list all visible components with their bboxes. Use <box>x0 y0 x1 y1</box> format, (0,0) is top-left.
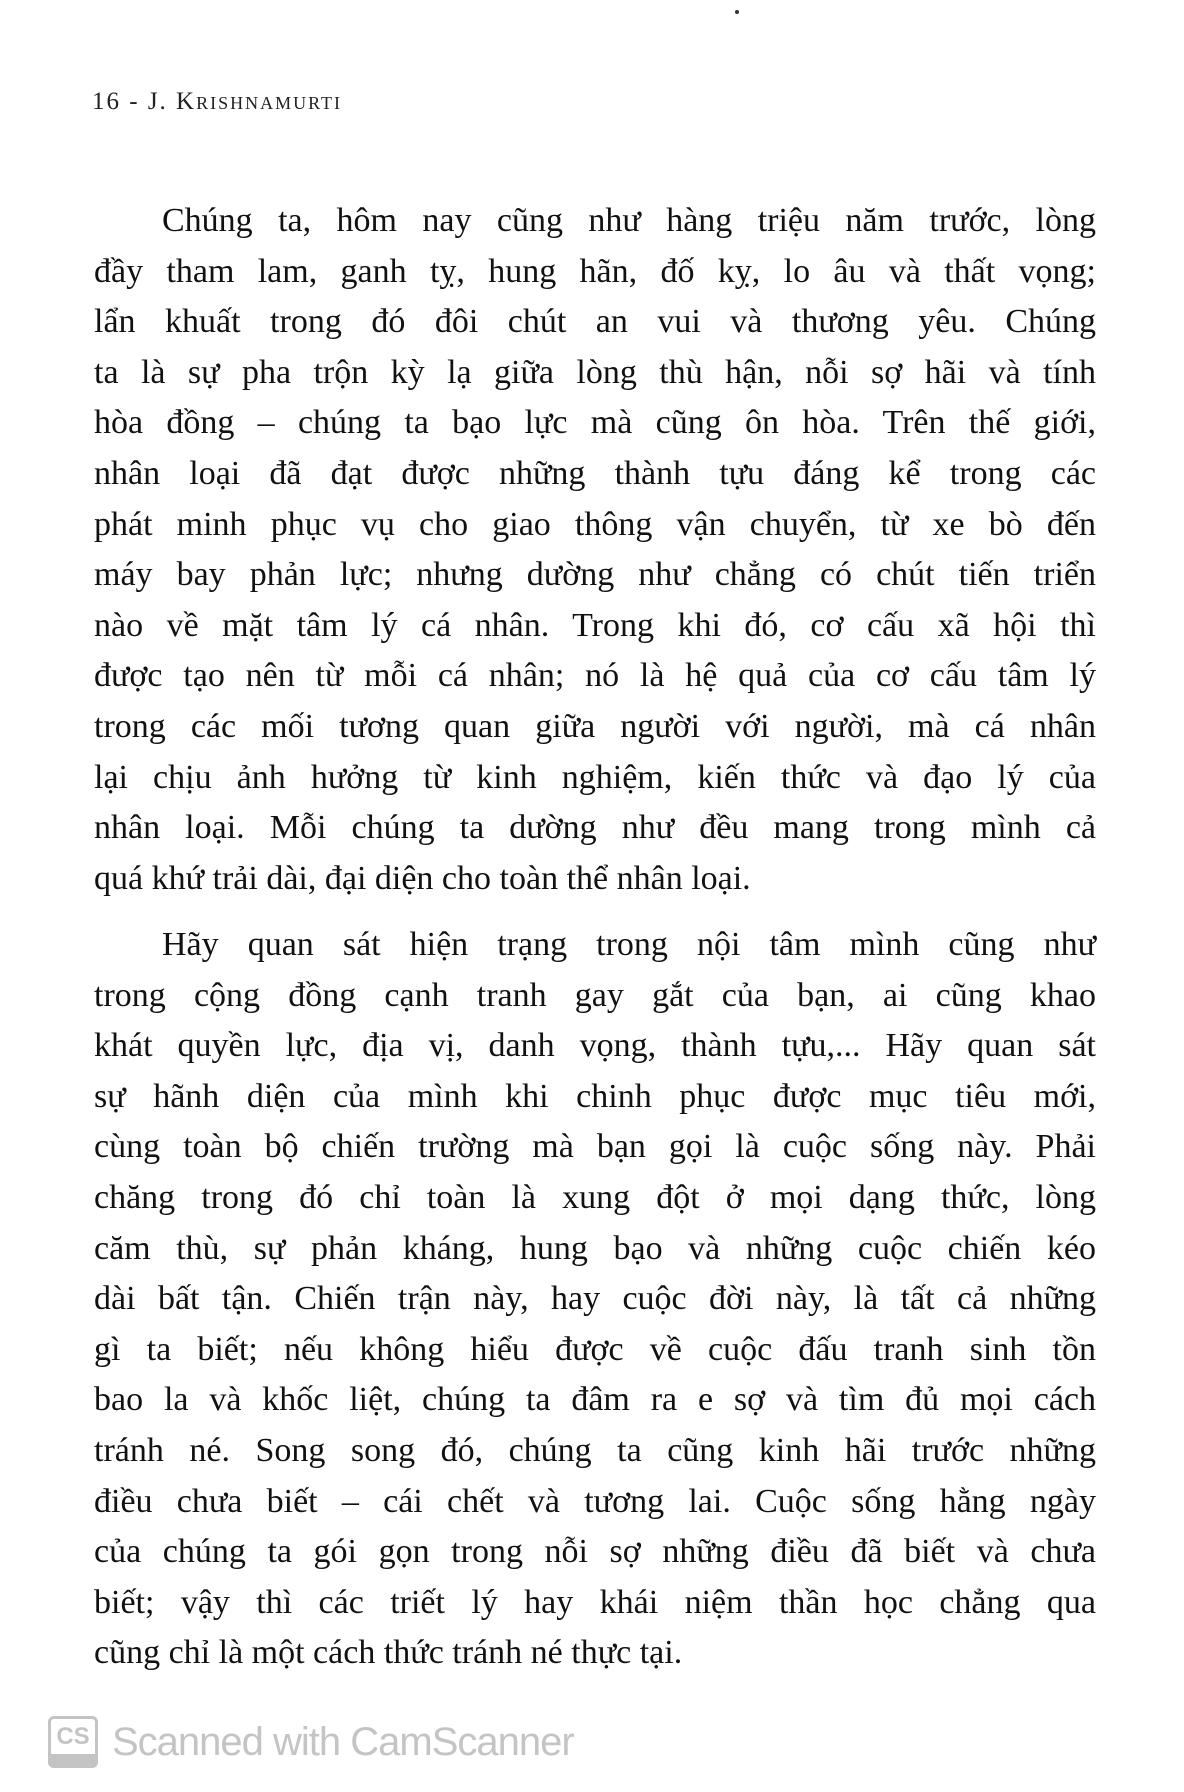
text-line: được tạo nên từ mỗi cá nhân; nó là hệ quả của cơ cấu tâm lý <box>94 657 1096 695</box>
text-line: Chúng ta, hôm nay cũng như hàng triệu năm trước, lòng <box>162 202 1096 239</box>
text-line: gì ta biết; nếu không hiểu được về cuộc đấu tranh sinh tồn <box>94 1330 1096 1368</box>
text-line: sự hãnh diện của mình khi chinh phục được mục tiêu mới, <box>94 1077 1096 1115</box>
paragraph-2 <box>94 920 1096 1679</box>
text-line: căm thù, sự phản kháng, hung bạo và những cuộc chiến kéo <box>94 1229 1096 1267</box>
text-line: ta là sự pha trộn kỳ lạ giữa lòng thù hận, nỗi sợ hãi và tính <box>94 353 1096 391</box>
paragraph-1 <box>94 196 1096 904</box>
text-line: phát minh phục vụ cho giao thông vận chuyển, từ xe bò đến <box>94 505 1096 543</box>
text-line: trong các mối tương quan giữa người với người, mà cá nhân <box>94 707 1096 745</box>
text-line: nào về mặt tâm lý cá nhân. Trong khi đó, cơ cấu xã hội thì <box>94 606 1096 644</box>
text-line: dài bất tận. Chiến trận này, hay cuộc đời này, là tất cả những <box>94 1280 1096 1318</box>
scan-speck <box>735 10 739 14</box>
text-line: của chúng ta gói gọn trong nỗi sợ những điều đã biết và chưa <box>94 1533 1096 1571</box>
text-line: Hãy quan sát hiện trạng trong nội tâm mình cũng như <box>162 926 1096 963</box>
text-line: lẩn khuất trong đó đôi chút an vui và thương yêu. Chúng <box>94 303 1096 341</box>
header-separator: - <box>129 88 140 115</box>
running-header <box>92 88 342 116</box>
watermark-text: Scanned with CamScanner <box>112 1719 574 1764</box>
text-line: chăng trong đó chỉ toàn là xung đột ở mọi dạng thức, lòng <box>94 1178 1096 1216</box>
text-line: khát quyền lực, địa vị, danh vọng, thành tựu,... Hãy quan sát <box>94 1027 1096 1065</box>
text-line: máy bay phản lực; nhưng dường như chẳng có chút tiến triển <box>94 556 1096 594</box>
text-line: lại chịu ảnh hưởng từ kinh nghiệm, kiến thức và đạo lý của <box>94 758 1096 796</box>
camscanner-logo-icon: CS <box>48 1716 98 1768</box>
text-line: nhân loại. Mỗi chúng ta dường như đều mang trong mình cả <box>94 809 1096 847</box>
text-line: điều chưa biết – cái chết và tương lai. Cuộc sống hằng ngày <box>94 1482 1096 1520</box>
text-line: quá khứ trải dài, đại diện cho toàn thể nhân loại. <box>94 859 751 897</box>
camscanner-watermark <box>48 1716 574 1768</box>
text-line: bao la và khốc liệt, chúng ta đâm ra e sợ và tìm đủ mọi cách <box>94 1381 1096 1419</box>
text-line: nhân loại đã đạt được những thành tựu đáng kể trong các <box>94 454 1096 492</box>
author-name: J. Krishnamurti <box>147 88 343 115</box>
text-line: hòa đồng – chúng ta bạo lực mà cũng ôn hòa. Trên thế giới, <box>94 404 1096 442</box>
page-number: 16 <box>92 88 121 115</box>
text-line: đầy tham lam, ganh tỵ, hung hãn, đố kỵ, lo âu và thất vọng; <box>94 252 1096 290</box>
text-line: cũng chỉ là một cách thức tránh né thực tại. <box>94 1634 683 1672</box>
text-line: tránh né. Song song đó, chúng ta cũng kinh hãi trước những <box>94 1431 1096 1469</box>
text-line: trong cộng đồng cạnh tranh gay gắt của bạn, ai cũng khao <box>94 976 1096 1014</box>
text-line: biết; vậy thì các triết lý hay khái niệm thần học chẳng qua <box>94 1583 1096 1621</box>
text-line: cùng toàn bộ chiến trường mà bạn gọi là cuộc sống này. Phải <box>94 1128 1096 1166</box>
